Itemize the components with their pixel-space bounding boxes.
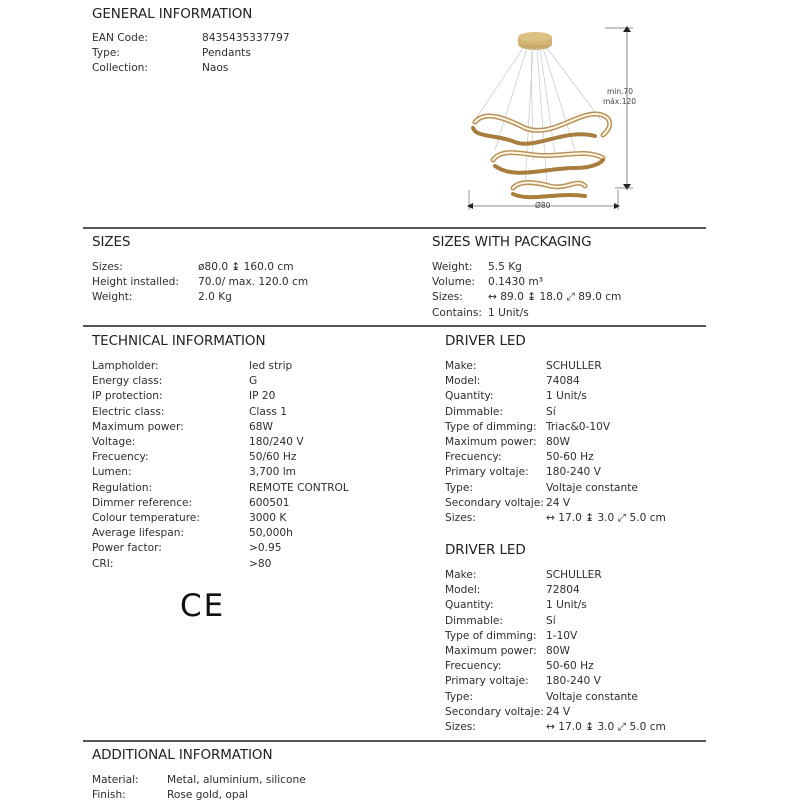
spec-value: 50,000h [249,527,293,540]
spec-value: 74084 [546,375,580,388]
spec-label: Primary voltaje: [445,675,529,688]
spec-value: led strip [249,360,293,372]
additional-information-heading: ADDITIONAL INFORMATION [92,747,273,763]
spec-label: Sizes: [92,261,123,273]
spec-label: Electric class: [92,405,165,418]
spec-value: 72804 [546,584,580,597]
spec-value: ø80.0 ↨ 160.0 cm [198,261,294,273]
section-divider [83,325,706,327]
width-label: Ø80 [535,201,551,210]
spec-value: 180-240 V [546,466,601,479]
spec-label: Average lifespan: [92,527,185,540]
spec-label: Dimmable: [445,614,503,627]
spec-value: 50-60 Hz [546,660,594,673]
spec-value: >0.95 [249,542,282,555]
spec-value: Class 1 [249,405,287,418]
spec-label: Model: [445,584,481,597]
spec-value: 1 Unit/s [546,599,587,612]
spec-label: Volume: [432,276,475,289]
height-min-label: min.70 [607,87,634,96]
spec-label: Make: [445,360,477,372]
spec-label: Energy class: [92,375,163,388]
spec-label: Type of dimming: [445,420,537,433]
spec-label: Type: [445,690,473,703]
spec-label: Type: [92,47,120,60]
spec-value: 8435435337797 [202,32,290,44]
spec-value: 80W [546,645,570,657]
spec-value: SCHULLER [546,360,602,372]
spec-value: Metal, aluminium, silicone [167,774,306,786]
spec-value: 80W [546,436,570,448]
spec-value: REMOTE CONTROL [249,481,349,494]
spec-label: Type of dimming: [445,629,537,642]
spec-label: IP protection: [92,390,163,403]
spec-value: Voltaje constante [546,481,638,494]
driver-led-heading: DRIVER LED [445,542,526,558]
spec-value: 68W [249,420,273,433]
spec-value: Sí [546,405,556,418]
section-divider [83,740,706,742]
spec-label: CRI: [92,557,114,570]
spec-label: Maximum power: [445,436,537,448]
spec-label: Weight: [432,261,473,273]
spec-value: G [249,375,258,388]
spec-value: 70.0/ max. 120.0 cm [198,276,309,289]
spec-label: Regulation: [92,481,153,494]
spec-value: 50/60 Hz [249,451,297,464]
spec-label: Lumen: [92,466,132,479]
spec-label: Secondary voltaje: [445,496,544,509]
spec-value: 24 V [546,705,571,718]
spec-label: Maximum power: [445,645,537,657]
spec-label: Material: [92,774,139,786]
spec-value: 180/240 V [249,436,304,448]
spec-value: 3,700 lm [249,466,296,479]
spec-value: 3000 K [249,512,287,524]
spec-value: 1 Unit/s [546,390,587,403]
spec-label: Contains: [432,306,482,319]
spec-label: EAN Code: [92,32,148,44]
spec-value: ↔ 89.0 ↨ 18.0 ⤢ 89.0 cm [488,291,622,304]
height-max-label: máx.120 [603,97,637,106]
spec-label: Type: [445,481,473,494]
spec-value: 180-240 V [546,675,601,688]
spec-label: Make: [445,569,477,581]
spec-label: Model: [445,375,481,388]
spec-value: 50-60 Hz [546,451,594,464]
spec-label: Collection: [92,62,148,75]
spec-label: Sizes: [445,721,476,733]
product-dimension-diagram [455,10,655,220]
technical-information-heading: TECHNICAL INFORMATION [92,333,266,349]
spec-value: 5.5 Kg [488,261,522,273]
led-rings [473,114,610,197]
spec-label: Quantity: [445,390,494,403]
spec-value: 1-10V [546,629,578,642]
ce-mark-icon: CE [180,588,226,624]
spec-value: Pendants [202,47,251,60]
spec-label: Weight: [92,291,133,304]
spec-label: Voltage: [92,436,136,448]
spec-label: Colour temperature: [92,512,200,524]
spec-label: Primary voltaje: [445,466,529,479]
spec-value: Naos [202,62,229,75]
spec-value: Triac&0-10V [546,420,611,433]
spec-label: Height installed: [92,276,179,289]
spec-label: Dimmable: [445,405,503,418]
packaging-sizes-heading: SIZES WITH PACKAGING [432,234,592,250]
spec-label: Sizes: [432,291,463,304]
spec-label: Dimmer reference: [92,496,193,509]
spec-value: 2.0 Kg [198,291,232,304]
spec-value: 600501 [249,496,290,509]
spec-label: Maximum power: [92,420,184,433]
spec-value: Sí [546,614,556,627]
spec-value: 0.1430 m³ [488,276,544,289]
spec-value: ↔ 17.0 ↨ 3.0 ⤢ 5.0 cm [546,512,666,524]
general-information-heading: GENERAL INFORMATION [92,6,253,22]
sizes-heading: SIZES [92,234,131,250]
spec-label: Power factor: [92,542,162,555]
height-dimension-line [605,26,633,190]
spec-value: Voltaje constante [546,690,638,703]
section-divider [83,227,706,229]
spec-value: IP 20 [249,390,276,403]
spec-label: Frecuency: [445,660,502,673]
driver-led-heading: DRIVER LED [445,333,526,349]
spec-label: Sizes: [445,512,476,524]
spec-value: 24 V [546,496,571,509]
spec-value: >80 [249,557,272,570]
spec-label: Frecuency: [92,451,149,464]
spec-value: SCHULLER [546,569,602,581]
spec-value: ↔ 17.0 ↨ 3.0 ⤢ 5.0 cm [546,721,666,733]
spec-value: Rose gold, opal [167,789,249,800]
spec-label: Secondary voltaje: [445,705,544,718]
spec-value: 1 Unit/s [488,306,529,319]
spec-label: Lampholder: [92,360,159,372]
spec-label: Frecuency: [445,451,502,464]
spec-label: Finish: [92,789,126,800]
spec-label: Quantity: [445,599,494,612]
